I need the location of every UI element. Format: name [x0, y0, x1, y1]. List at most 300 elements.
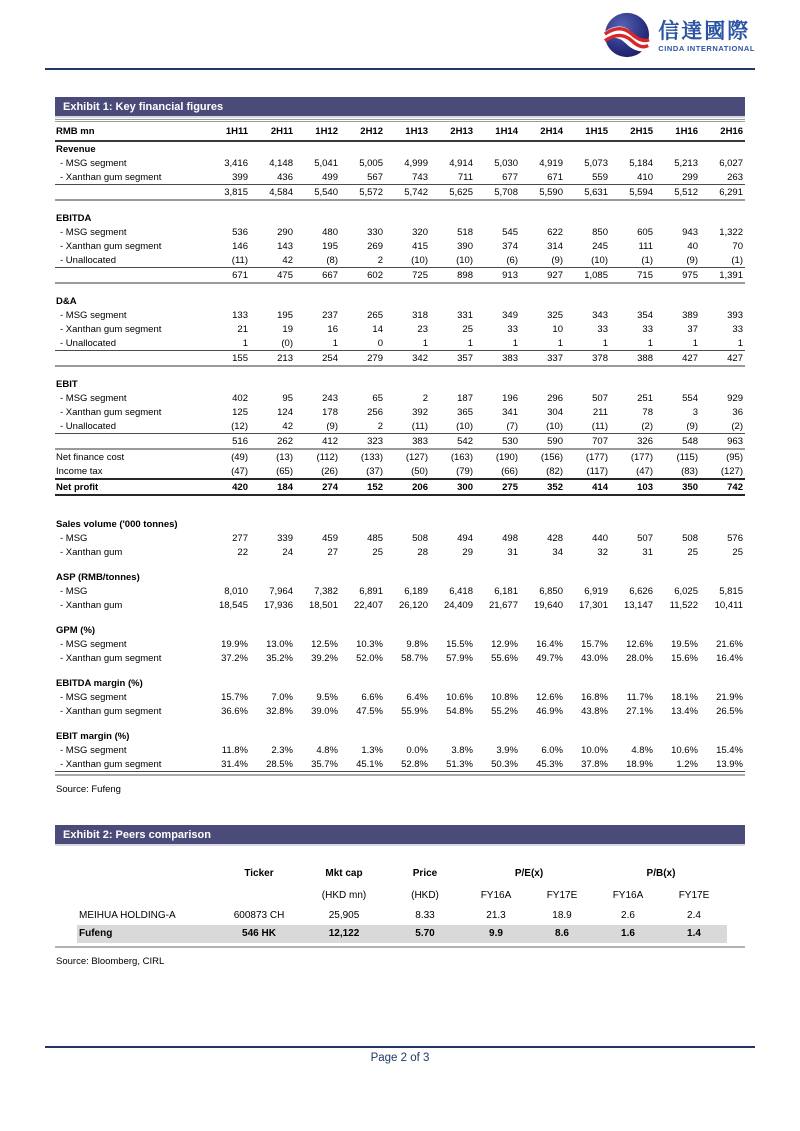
row-label [55, 612, 205, 623]
cell-value [655, 559, 700, 570]
cell-value: 52.8% [385, 757, 430, 772]
cell-value: 11.7% [626, 692, 653, 703]
cell-value [475, 517, 520, 531]
cell-value [565, 211, 610, 225]
row-label: - Unallocated [55, 336, 205, 351]
cell-value: 196 [502, 393, 518, 404]
cell-value [340, 718, 385, 729]
cell-value [565, 141, 610, 156]
cell-value [385, 366, 430, 377]
cell-value [205, 506, 250, 517]
cell-value [340, 559, 385, 570]
cell-value: (8) [295, 253, 340, 268]
cell-value [700, 676, 745, 690]
cell-value: 16.8% [581, 692, 608, 703]
cell-value: 39.0% [311, 706, 338, 717]
cell-value [295, 665, 340, 676]
cell-value: 17,936 [263, 600, 293, 611]
cell-value [565, 718, 610, 729]
cell-value [205, 676, 250, 690]
cell-value: 12.6% [536, 692, 563, 703]
cell-value: 5,184 [629, 158, 653, 169]
cell-value [520, 495, 565, 506]
cell-value: 254 [295, 351, 340, 367]
cell-value [565, 294, 610, 308]
cell-value: 2 [340, 253, 385, 268]
cell-value: (156) [540, 452, 563, 463]
cell-value: 279 [340, 351, 385, 367]
spacer-row [55, 283, 745, 294]
cell-value [520, 612, 565, 623]
cell-value [475, 623, 520, 637]
cell-value [610, 200, 655, 211]
cell-value: 6,027 [719, 158, 743, 169]
cell-value: 19 [282, 324, 293, 335]
table-row [55, 676, 745, 690]
cell-value [475, 377, 520, 391]
cell-value [250, 377, 295, 391]
cell-value [250, 676, 295, 690]
cell-value: (9) [655, 419, 700, 434]
cell-value: 475 [250, 268, 295, 284]
cell-value: 707 [565, 434, 610, 450]
cell-value: 602 [340, 268, 385, 284]
cell-value: 45.1% [340, 757, 385, 772]
cell-value: 22 [237, 547, 248, 558]
cell-value: 28.0% [626, 653, 653, 664]
page-footer [45, 1046, 755, 1064]
table-row [55, 623, 745, 637]
exhibit-1-source: Source: Fufeng [56, 784, 121, 795]
cell-value [520, 211, 565, 225]
cell-value [340, 211, 385, 225]
cell-value: 6.6% [361, 692, 383, 703]
cell-value [655, 211, 700, 225]
cell-value: 2.3% [271, 745, 293, 756]
cell-value [475, 665, 520, 676]
cell-value [295, 506, 340, 517]
cell-value: 36 [732, 407, 743, 418]
cell-value: 11.8% [221, 745, 248, 756]
cell-value: (83) [681, 466, 698, 477]
cell-value: 374 [502, 241, 518, 252]
cell-value [205, 283, 250, 294]
cell-value: 35.2% [266, 653, 293, 664]
cell-value: 274 [295, 479, 340, 495]
cell-value: (11) [385, 419, 430, 434]
cell-value [655, 366, 700, 377]
cell-value: 357 [430, 351, 475, 367]
cell-value: 337 [520, 351, 565, 367]
cell-value [475, 211, 520, 225]
cell-value: 567 [340, 170, 385, 185]
cell-value [340, 676, 385, 690]
cell-value: 15.7% [221, 692, 248, 703]
cell-value [655, 718, 700, 729]
cell-value [205, 559, 250, 570]
row-label: Sales volume ('000 tonnes) [56, 519, 178, 530]
table-row [55, 704, 745, 718]
sub-pb-fy16a: FY16A [612, 890, 644, 901]
peer-pe-fy16a: 9.9 [463, 925, 529, 943]
cell-value: 5,590 [520, 185, 565, 201]
cell-value: 494 [457, 533, 473, 544]
cell-value: 23 [417, 324, 428, 335]
cell-value: 436 [250, 170, 295, 185]
table-row [55, 141, 745, 156]
cell-value [520, 294, 565, 308]
cell-value [520, 623, 565, 637]
cell-value: 339 [277, 533, 293, 544]
cell-value: 51.3% [430, 757, 475, 772]
cell-value [430, 211, 475, 225]
cell-value: 6,025 [674, 586, 698, 597]
cell-value: 2 [422, 393, 428, 404]
cell-value [250, 283, 295, 294]
cell-value: (66) [501, 466, 518, 477]
peer-ticker: 546 HK [217, 925, 301, 943]
peers-bottom-rule [55, 946, 745, 948]
cell-value: 195 [322, 241, 338, 252]
cell-value [475, 559, 520, 570]
cell-value [565, 506, 610, 517]
cell-value: 40 [687, 241, 698, 252]
peer-pb-fy17e: 1.4 [661, 925, 727, 943]
row-label: - Unallocated [55, 419, 205, 434]
cell-value: (12) [205, 419, 250, 434]
cell-value: 263 [700, 170, 745, 185]
cell-value: 25 [732, 547, 743, 558]
cell-value: (10) [430, 253, 475, 268]
cell-value: 499 [295, 170, 340, 185]
cell-value [565, 200, 610, 211]
cell-value: 4,914 [449, 158, 473, 169]
row-label: - MSG segment [60, 227, 127, 238]
cell-value [205, 612, 250, 623]
cell-value: (10) [565, 253, 610, 268]
cell-value: 6,919 [584, 586, 608, 597]
cell-value: 1.2% [655, 757, 700, 772]
cell-value: (0) [250, 336, 295, 351]
cell-value: 21 [237, 324, 248, 335]
cell-value: 485 [367, 533, 383, 544]
exhibit-2-title-bar [55, 825, 745, 846]
cell-value: 390 [457, 241, 473, 252]
cell-value [340, 570, 385, 584]
cell-value: 36.6% [221, 706, 248, 717]
cinda-globe-icon [603, 11, 651, 64]
cell-value: 4,919 [539, 158, 563, 169]
row-label: - Xanthan gum segment [60, 324, 162, 335]
page-header [0, 0, 800, 64]
cell-value: 65 [372, 393, 383, 404]
cell-value: 530 [475, 434, 520, 450]
cell-value: 677 [475, 170, 520, 185]
cell-value: 605 [637, 227, 653, 238]
cell-value: 393 [727, 310, 743, 321]
cell-value: 245 [592, 241, 608, 252]
page-number: Page 2 of 3 [370, 1052, 430, 1064]
period-header: 2H15 [610, 121, 655, 142]
row-label: Net profit [55, 479, 205, 495]
cell-value [385, 506, 430, 517]
cell-value: (133) [360, 452, 383, 463]
peer-ticker: 600873 CH [233, 910, 285, 921]
table-row-meihua [77, 907, 727, 925]
cell-value: 299 [655, 170, 700, 185]
cell-value: (6) [475, 253, 520, 268]
cell-value: 37.8% [565, 757, 610, 772]
peer-pb-fy17e: 2.4 [687, 910, 701, 921]
cell-value [475, 495, 520, 506]
cell-value [250, 623, 295, 637]
cell-value [700, 612, 745, 623]
cell-value: (11) [565, 419, 610, 434]
spacer-row [55, 506, 745, 517]
table-row [55, 545, 745, 559]
cell-value: 3 [692, 407, 698, 418]
row-label: - Xanthan gum segment [55, 170, 205, 185]
cell-value [250, 294, 295, 308]
table-row [55, 225, 745, 239]
cell-value: 1,085 [565, 268, 610, 284]
cell-value [475, 200, 520, 211]
cell-value: 415 [412, 241, 428, 252]
period-header: 1H15 [565, 121, 610, 142]
cell-value: 320 [412, 227, 428, 238]
cell-value: (177) [630, 452, 653, 463]
cell-value: (9) [295, 419, 340, 434]
table-row [55, 253, 745, 268]
cell-value [340, 283, 385, 294]
cell-value: 1 [520, 336, 565, 351]
cell-value: (112) [316, 452, 338, 463]
cell-value: (7) [475, 419, 520, 434]
cell-value [610, 141, 655, 156]
cell-value: (117) [586, 466, 608, 477]
cell-value: 19.5% [671, 639, 698, 650]
row-label [55, 495, 205, 506]
cell-value: 518 [457, 227, 473, 238]
cell-value: 31.4% [205, 757, 250, 772]
cell-value: 743 [385, 170, 430, 185]
table-row [55, 156, 745, 170]
table-row [55, 377, 745, 391]
cell-value [430, 612, 475, 623]
cell-value [295, 200, 340, 211]
cell-value [520, 141, 565, 156]
cell-value: 195 [277, 310, 293, 321]
col-price: Price [412, 868, 438, 879]
exhibit-2-source: Source: Bloomberg, CIRL [56, 956, 165, 967]
cell-value [295, 495, 340, 506]
cell-value: 10.8% [491, 692, 518, 703]
cell-value: 251 [637, 393, 653, 404]
cell-value: 29 [462, 547, 473, 558]
cell-value [250, 506, 295, 517]
spacer-row [55, 612, 745, 623]
col-pb: P/B(x) [646, 868, 676, 879]
cell-value [565, 495, 610, 506]
cell-value: 943 [682, 227, 698, 238]
unit-label: RMB mn [55, 121, 205, 142]
cell-value: 16.4% [536, 639, 563, 650]
cell-value [565, 729, 610, 743]
period-header: 2H11 [250, 121, 295, 142]
sub-hkd: (HKD) [411, 890, 439, 901]
cell-value [430, 623, 475, 637]
cell-value: 24 [282, 547, 293, 558]
cell-value: 16.4% [716, 653, 743, 664]
cell-value: 5,572 [340, 185, 385, 201]
cell-value: 6,181 [494, 586, 518, 597]
cell-value [385, 517, 430, 531]
cell-value: 927 [520, 268, 565, 284]
cell-value: 9.5% [316, 692, 338, 703]
cell-value [565, 612, 610, 623]
cell-value [655, 294, 700, 308]
cell-value: 4.8% [316, 745, 338, 756]
cell-value: 27.1% [626, 706, 653, 717]
cell-value: 5,073 [584, 158, 608, 169]
cell-value: 18.1% [671, 692, 698, 703]
cell-value: 427 [655, 351, 700, 367]
cell-value [475, 141, 520, 156]
cell-value: (79) [456, 466, 473, 477]
cell-value: 3,815 [205, 185, 250, 201]
cell-value: 12.5% [311, 639, 338, 650]
cell-value [250, 366, 295, 377]
cell-value [655, 676, 700, 690]
cell-value [295, 729, 340, 743]
cell-value [610, 623, 655, 637]
table-row [55, 743, 745, 757]
cell-value: 57.9% [446, 653, 473, 664]
cell-value [205, 495, 250, 506]
cell-value [385, 623, 430, 637]
cell-value: (26) [321, 466, 338, 477]
cell-value [295, 718, 340, 729]
cell-value: 33 [732, 324, 743, 335]
col-mktcap: Mkt cap [325, 868, 363, 879]
cell-value [565, 559, 610, 570]
peer-pb-fy16a: 2.6 [621, 910, 635, 921]
cell-value: 5,512 [655, 185, 700, 201]
cell-value: 4,584 [250, 185, 295, 201]
cell-value [610, 495, 655, 506]
cell-value [700, 570, 745, 584]
cell-value: 536 [232, 227, 248, 238]
cell-value: 269 [367, 241, 383, 252]
table-row [55, 584, 745, 598]
cell-value: 9.8% [406, 639, 428, 650]
cell-value [340, 141, 385, 156]
row-label: Income tax [56, 466, 103, 477]
cell-value [205, 665, 250, 676]
cell-value [250, 612, 295, 623]
cell-value [430, 570, 475, 584]
row-label: EBITDA margin (%) [56, 678, 143, 689]
cell-value: 508 [682, 533, 698, 544]
cell-value: 21.6% [716, 639, 743, 650]
cell-value: 314 [547, 241, 563, 252]
cinda-logo [603, 11, 755, 64]
cell-value: 4,999 [404, 158, 428, 169]
cell-value [700, 665, 745, 676]
table-row [55, 479, 745, 495]
cell-value: 12.6% [626, 639, 653, 650]
period-header: 1H14 [475, 121, 520, 142]
cell-value [610, 665, 655, 676]
cell-value: 10.6% [446, 692, 473, 703]
cell-value: 343 [592, 310, 608, 321]
spacer-row [55, 559, 745, 570]
cell-value: (95) [726, 452, 743, 463]
cell-value: 133 [232, 310, 248, 321]
cell-value: 13.4% [671, 706, 698, 717]
cell-value [430, 506, 475, 517]
cell-value: 10.0% [581, 745, 608, 756]
cell-value: (10) [385, 253, 430, 268]
row-label [55, 366, 205, 377]
peers-header-row [77, 858, 727, 887]
cell-value: (127) [720, 466, 743, 477]
row-label [55, 351, 205, 367]
cell-value [475, 612, 520, 623]
cell-value [205, 729, 250, 743]
cell-value: 349 [502, 310, 518, 321]
cell-value [610, 211, 655, 225]
cell-value: 34 [552, 547, 563, 558]
cell-value: 318 [412, 310, 428, 321]
period-header: 1H16 [655, 121, 700, 142]
cell-value: 388 [610, 351, 655, 367]
cell-value [430, 141, 475, 156]
table-row [55, 322, 745, 336]
cell-value: 6.0% [541, 745, 563, 756]
cell-value [250, 517, 295, 531]
table-row [55, 598, 745, 612]
cell-value: 155 [205, 351, 250, 367]
cell-value [205, 200, 250, 211]
cell-value [610, 366, 655, 377]
cell-value [520, 506, 565, 517]
cell-value: 152 [340, 479, 385, 495]
cell-value: 211 [592, 407, 608, 418]
cell-value [655, 495, 700, 506]
row-label [55, 718, 205, 729]
cell-value [610, 676, 655, 690]
table-row [55, 185, 745, 201]
row-label [55, 434, 205, 450]
cell-value: 963 [700, 434, 745, 450]
cell-value: 4.8% [631, 745, 653, 756]
cell-value: (47) [636, 466, 653, 477]
cell-value: (9) [520, 253, 565, 268]
cell-value: 507 [637, 533, 653, 544]
cell-value: 43.8% [581, 706, 608, 717]
cell-value: 5,631 [565, 185, 610, 201]
cell-value [340, 366, 385, 377]
cell-value: 35.7% [295, 757, 340, 772]
row-label [55, 185, 205, 201]
exhibit-2-title: Exhibit 2: Peers comparison [63, 829, 211, 841]
cell-value [250, 200, 295, 211]
sub-pe-fy16a: FY16A [480, 890, 512, 901]
cell-value: 256 [367, 407, 383, 418]
cell-value: 326 [610, 434, 655, 450]
cell-value [430, 517, 475, 531]
